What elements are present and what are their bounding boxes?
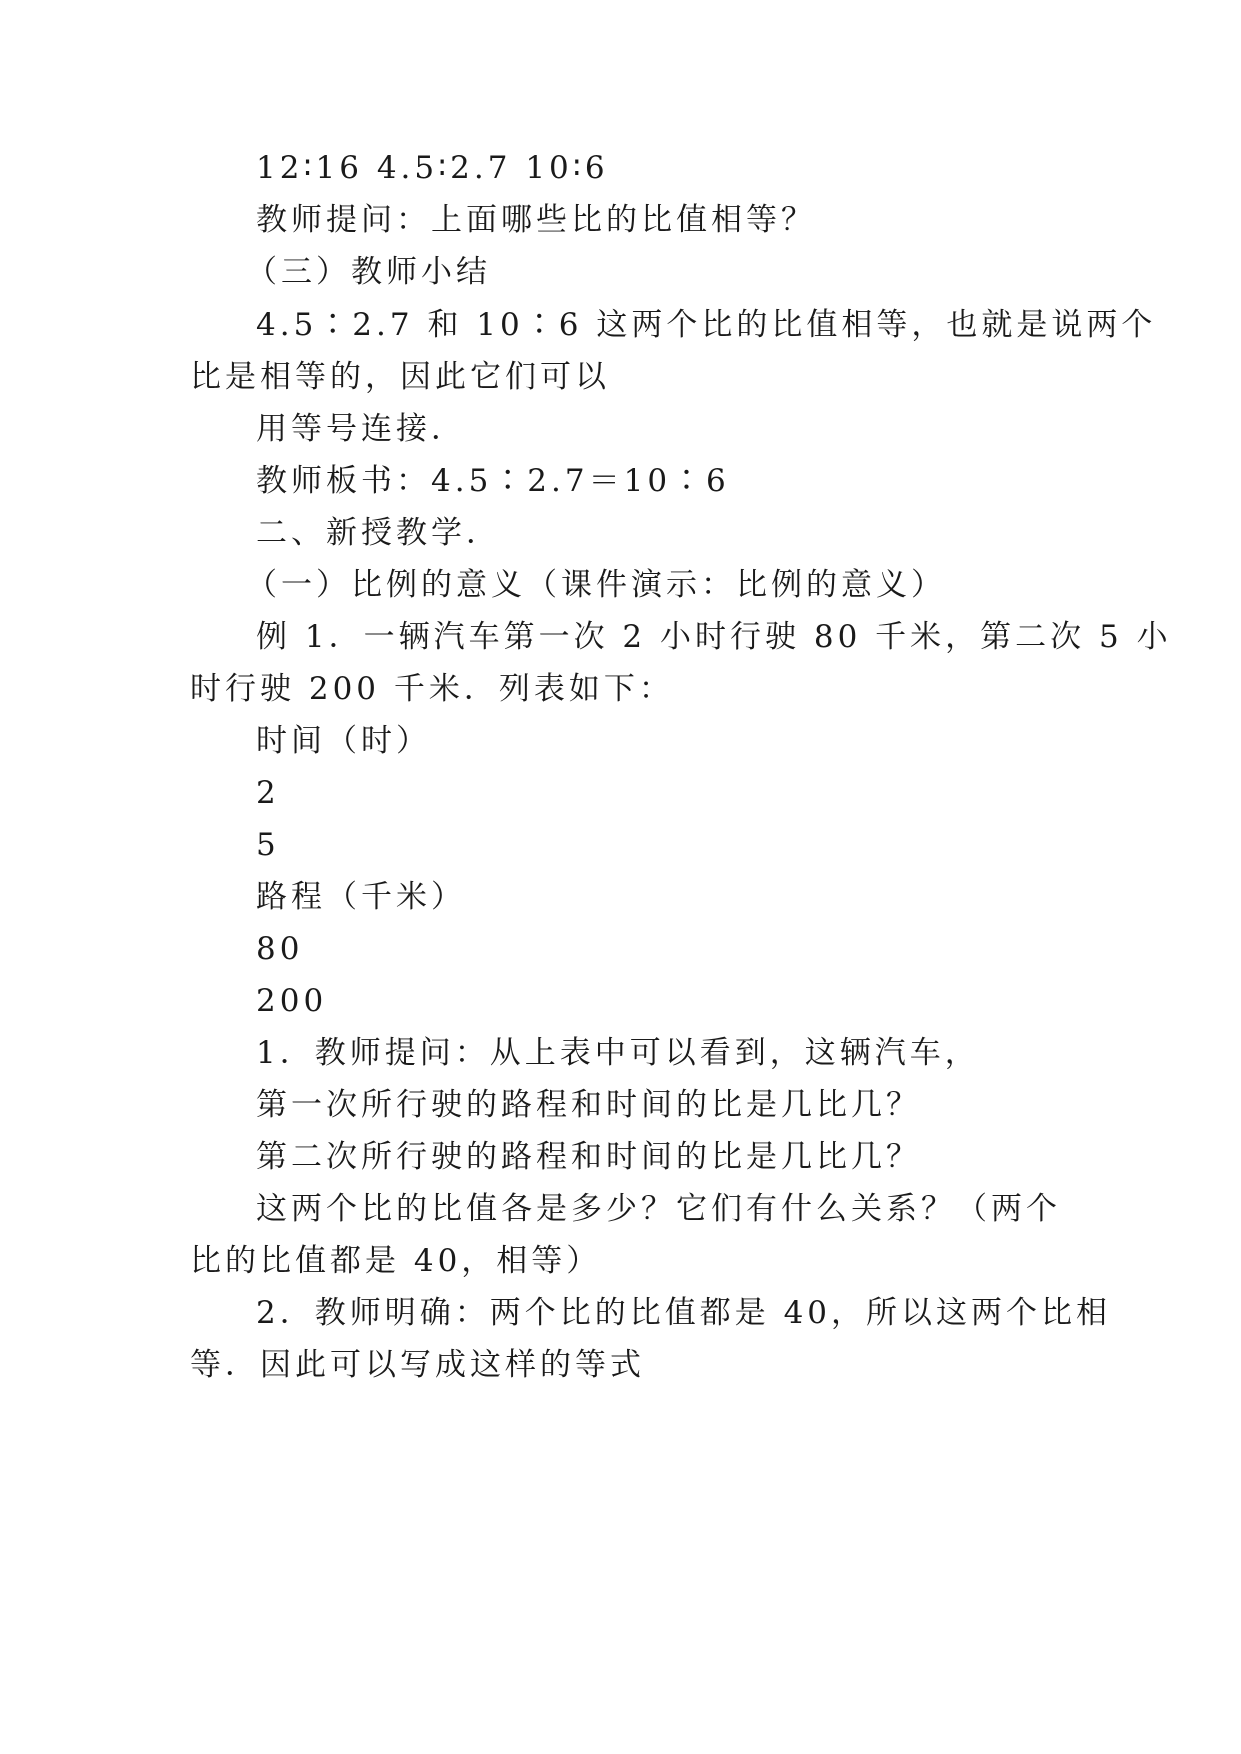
paragraph-line: 用等号连接．: [256, 411, 466, 447]
question-line: 这两个比的比值各是多少？它们有什么关系？（两个: [256, 1191, 1061, 1227]
clarification-line: 等．因此可以写成这样的等式: [190, 1347, 645, 1383]
example-line: 时行驶 200 千米．列表如下：: [190, 671, 674, 707]
question-line: 比的比值都是 40，相等）: [190, 1243, 602, 1279]
question-line: 第二次所行驶的路程和时间的比是几比几？: [256, 1139, 921, 1175]
question-line: 第一次所行驶的路程和时间的比是几比几？: [256, 1087, 921, 1123]
ratio-list: 12∶16 4.5∶2.7 10∶6: [256, 150, 609, 186]
example-line: 例 1．一辆汽车第一次 2 小时行驶 80 千米，第二次 5 小: [256, 619, 1172, 655]
board-writing: 教师板书：4.5∶2.7＝10∶6: [256, 463, 730, 499]
table-header-distance: 路程（千米）: [256, 879, 466, 915]
table-cell: 5: [256, 827, 280, 863]
teacher-question: 教师提问：上面哪些比的比值相等？: [256, 202, 816, 238]
table-cell: 2: [256, 775, 280, 811]
paragraph-line: 比是相等的，因此它们可以: [190, 359, 610, 395]
table-cell: 200: [256, 983, 328, 1019]
question-line: 1．教师提问：从上表中可以看到，这辆汽车，: [256, 1035, 980, 1071]
table-cell: 80: [256, 931, 304, 967]
section-heading-summary: （三）教师小结: [246, 254, 491, 290]
clarification-line: 2．教师明确：两个比的比值都是 40，所以这两个比相: [256, 1295, 1112, 1331]
section-heading-new-teaching: 二、新授教学．: [256, 515, 501, 551]
paragraph-line: 4.5∶2.7 和 10∶6 这两个比的比值相等，也就是说两个: [256, 307, 1157, 343]
section-heading-meaning: （一）比例的意义（课件演示：比例的意义）: [246, 567, 946, 603]
table-header-time: 时间（时）: [256, 723, 431, 759]
